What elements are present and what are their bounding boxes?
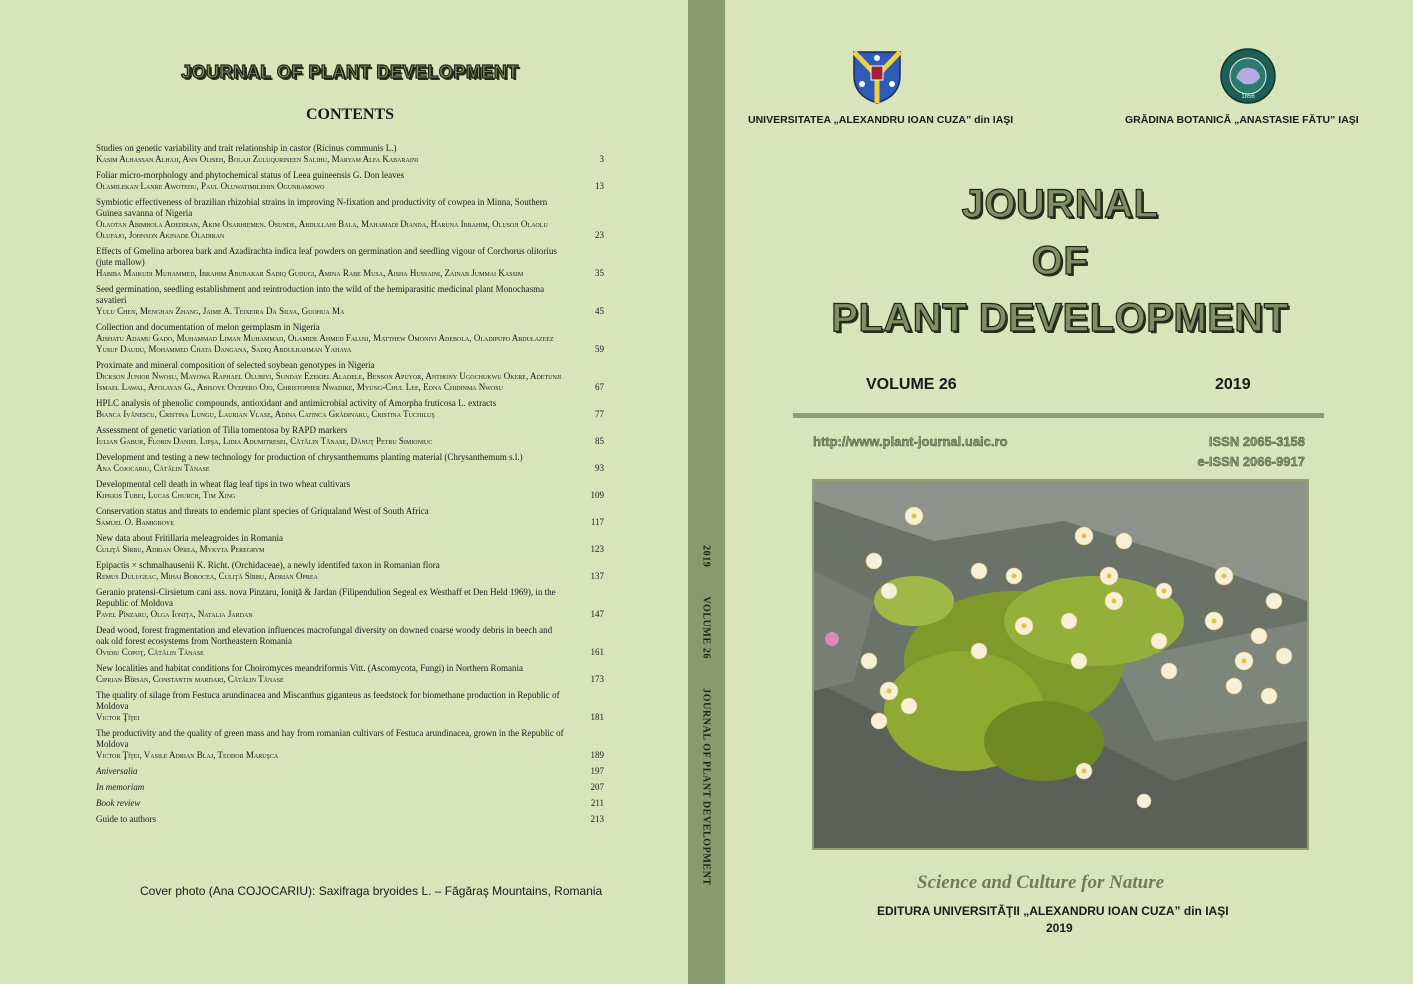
toc-entry [96,143,604,165]
toc-entry-title: Epipactis × schmalhausenii K. Richt. (Orchidaceae), a newly identifed taxon in Romanian flora [96,560,440,570]
toc-entry-page: 197 [590,766,604,776]
toc-entry-page: 147 [590,609,604,619]
toc-entry-authors: Olaotan Abimbola Adediran, Akim Osarhiemen. Osunde, Abdullahi Bala, Mahamadi Dianda, Haruna Ibrahim, Olusoji Olaolu Olufajo, Johnson Akinade Oladiran [96,219,548,240]
toc-entry-page: 35 [595,268,604,278]
toc-entry-authors: Remus Dulugeac, Mihai Bobocea, Culiţă Sîrbu, Adrian Oprea [96,571,318,581]
toc-entry-page: 117 [590,517,604,527]
toc-entry-page: 181 [590,712,604,722]
toc-entry-title: Assessment of genetic variation of Tilia tomentosa by RAPD markers [96,425,348,435]
toc-entry-title: Conservation status and threats to endemic plant species of Griqualand West of South Africa [96,506,429,516]
toc-entry-short [96,766,604,777]
toc-entry-page: 13 [595,181,604,191]
toc-entry-title: Guide to authors [96,814,156,824]
toc-entry-page: 109 [590,490,604,500]
toc-entry-title: In memoriam [96,782,145,792]
toc-entry-authors: Samuel O. Bamigboye [96,517,174,527]
toc-entry-page: 93 [595,463,604,473]
toc-entry-authors: Ciprian Bîrsan, Constantin mardari, Cătălin Tănase [96,674,284,684]
seal-year: 1856 [1241,94,1255,100]
saxifrage-photo-illustration [814,481,1307,848]
toc-entry-title: Foliar micro-morphology and phytochemical status of Leea guineensis G. Don leaves [96,170,405,180]
toc-entry-title: Geranio pratensi-Cirsietum cani ass. nova Pinzaru, Ioniţă & Jardan (Filipendulion Segeal ex Westhaff et Den Held 1969), in the Republic of Moldova [96,587,556,608]
toc-entry-short [96,782,604,793]
toc-entry-page: 59 [595,344,604,354]
toc-entry [96,322,604,355]
toc-entry-title: The productivity and the quality of green mass and hay from romanian cultivars of Festuca arundinacea, grown in the Republic of Moldova [96,728,564,749]
toc-entry-authors: Aishatu Adamu Gado, Muhammad Liman Muhammad, Olamide Ahmed Falusi, Matthew Omoniyi Adebola, Oladipupo Abdulazeez Yusuf Daudu, Mohammed Chata Dangana, Sadiq Abdulrahman Yahaya [96,333,554,354]
toc-entry-page: 123 [590,544,604,554]
toc-entry-short [96,814,604,825]
toc-entry-title: Developmental cell death in wheat flag leaf tips in two wheat cultivars [96,479,351,489]
toc-entry-authors: Habiba Maikudi Muhammed, Ibrahim Abubakar Sadiq Gudugi, Amina Rabe Musa, Aisha Hussaini, Zainab Jummai Kassim [96,268,524,278]
contents-heading: CONTENTS [305,106,395,123]
toc-entry-page: 67 [595,382,604,392]
toc-entry-title: Development and testing a new technology for production of chrysanthemums planting material (Chrysanthemum s.l.) [96,452,523,462]
issn: ISSN 2065-3158 [1208,434,1305,449]
front-title-line3: PLANT DEVELOPMENT [831,296,1289,340]
publisher-year: 2019 [1046,921,1073,935]
table-of-contents [96,143,604,830]
toc-entry-title: Dead wood, forest fragmentation and elevation influences macrofungal diversity on downed coarse woody debris in beech and oak old forest ecosystems from Northeastern Romania [96,625,553,646]
toc-entry [96,246,604,279]
toc-entry-page: 173 [590,674,604,684]
spine-title: JOURNAL OF PLANT DEVELOPMENT [700,688,712,886]
eissn: e-ISSN 2066-9917 [1197,454,1305,469]
spine-year: 2019 [700,545,712,568]
journal-url: http://www.plant-journal.uaic.ro [813,434,1008,449]
toc-entry-page: 137 [590,571,604,581]
toc-entry-title: Symbiotic effectiveness of brazilian rhizobial strains in improving N-fixation and productivity of cowpea in Minna, Southern Guinea savanna of Nigeria [96,197,548,218]
toc-entry [96,284,604,317]
spine-volume: VOLUME 26 [700,596,712,660]
cover-photo [812,479,1309,850]
toc-entry-title: Effects of Gmelina arborea bark and Azadirachta indica leaf powders on germination and seedling vigour of Corchorus olitorius (jute mallow) [96,246,557,267]
toc-entry-short [96,798,604,809]
toc-entry-title: Studies on genetic variability and trait relationship in castor (Ricinus communis L.) [96,143,397,153]
botanical-garden-name: GRĂDINA BOTANICĂ „ANASTASIE FĂTU” IAŞI [1125,114,1359,126]
toc-entry [96,452,604,474]
university-crest-icon [850,46,904,104]
toc-entry-title: Book review [96,798,141,808]
front-title-line1: JOURNAL [961,182,1159,226]
toc-entry-title: Seed germination, seedling establishment and reintroduction into the wild of the hemiparasitic medicinal plant Monochasma savatieri [96,284,545,305]
toc-entry-title: The quality of silage from Festuca arundinacea and Miscanthus giganteus as feedstock for biomethane production in Republic of Moldova [96,690,560,711]
toc-entry-authors: Iulian Gabur, Florin Daniel Lipşa, Lidia Adumitresei, Cătălin Tănase, Dănuţ Petru Simioniuc [96,436,433,446]
toc-entry [96,728,604,761]
toc-entry [96,560,604,582]
toc-entry-page: 85 [595,436,604,446]
toc-entry [96,398,604,420]
toc-entry [96,506,604,528]
toc-entry [96,663,604,685]
divider [793,413,1324,418]
toc-entry [96,360,604,393]
toc-entry [96,625,604,658]
toc-entry-authors: Culiţă Sîrbu, Adrian Oprea, Mykyta Peregrym [96,544,265,554]
toc-entry-authors: Ovidiu Copoţ, Cătălin Tănase [96,647,204,657]
cover-caption: Cover photo (Ana COJOCARIU): Saxifraga bryoides L. – Făgăraş Mountains, Romania [140,884,603,898]
toc-entry [96,587,604,620]
toc-entry [96,690,604,723]
toc-entry-page: 213 [590,814,604,824]
spine-text [701,545,712,912]
toc-entry-page: 3 [599,154,604,164]
toc-entry-page: 77 [595,409,604,419]
toc-entry [96,479,604,501]
toc-entry-authors: Kasim Alhassan Alhaji, Ann Oliseh, Bolaji Zuluqurineen Salihu, Maryam Alfa Kabaraini [96,154,419,164]
back-journal-title: JOURNAL OF PLANT DEVELOPMENT [181,62,519,82]
toc-entry-page: 23 [595,230,604,240]
toc-entry-authors: Victor Ţîţei [96,712,140,722]
toc-entry [96,425,604,447]
slogan: Science and Culture for Nature [917,872,1165,893]
university-name: UNIVERSITATEA „ALEXANDRU IOAN CUZA” din IAŞI [748,114,1014,126]
toc-entry-page: 45 [595,306,604,316]
front-volume: VOLUME 26 [866,376,957,393]
toc-entry-title: Collection and documentation of melon germplasm in Nigeria [96,322,320,332]
toc-entry-page: 161 [590,647,604,657]
toc-entry-title: Aniversalia [96,766,138,776]
toc-entry-page: 211 [590,798,604,808]
toc-entry-title: New data about Fritillaria meleagroides in Romania [96,533,283,543]
toc-entry-authors: Dickson Junior Nwosu, Mayowa Raphael Olubiyi, Sunday Ezekiel Aladele, Benson Apuyor, Anthony Ugochukwu Okere, Adetunji Ismael Lawal, Afolayan G., Abisoye Oyepero Ojo, Christopher Nwadike, Myung-Chul Lee, Edna Chidinma Nwosu [96,371,562,392]
toc-entry-authors: Bianca Ivănescu, Cristina Lungu, Laurian Vlase, Adina Catinca Grădinaru, Cristina Tuchiluş [96,409,435,419]
toc-entry-authors: Ana Cojocariu, Cătălin Tănase [96,463,210,473]
toc-entry [96,197,604,241]
toc-entry-authors: Pavel Pînzaru, Olga Ioniţa, Natalia Jardan [96,609,253,619]
toc-entry-authors: Victor Ţîţei, Vasile Adrian Blaj, Teodor Maruşca [96,750,279,760]
front-year: 2019 [1215,376,1251,393]
toc-entry [96,170,604,192]
publisher: EDITURA UNIVERSITĂŢII „ALEXANDRU IOAN CUZA” din IAŞI [877,904,1229,918]
toc-entry-page: 207 [590,782,604,792]
toc-entry-title: HPLC analysis of phenolic compounds, antioxidant and antimicrobial activity of Amorpha fruticosa L. extracts [96,398,497,408]
toc-entry-authors: Olamilekan Lanre Awotedu, Paul Oluwatimilehin Ogunbamowo [96,181,325,191]
toc-entry-title: New localities and habitat conditions for Choiromyces meandriformis Vitt. (Ascomycota, Fungi) in Northern Romania [96,663,523,673]
toc-entry-authors: Yulu Chen, Menghan Zhang, Jaime A. Teixeira Da Silva, Guohua Ma [96,306,345,316]
botanical-garden-seal-icon [1220,48,1276,104]
toc-entry-page: 189 [590,750,604,760]
front-title-line2: OF [1031,239,1089,283]
toc-entry-title: Proximate and mineral composition of selected soybean genotypes in Nigeria [96,360,375,370]
toc-entry-authors: Kipkios Tubei, Lucas Church, Tim Xing [96,490,236,500]
toc-entry [96,533,604,555]
